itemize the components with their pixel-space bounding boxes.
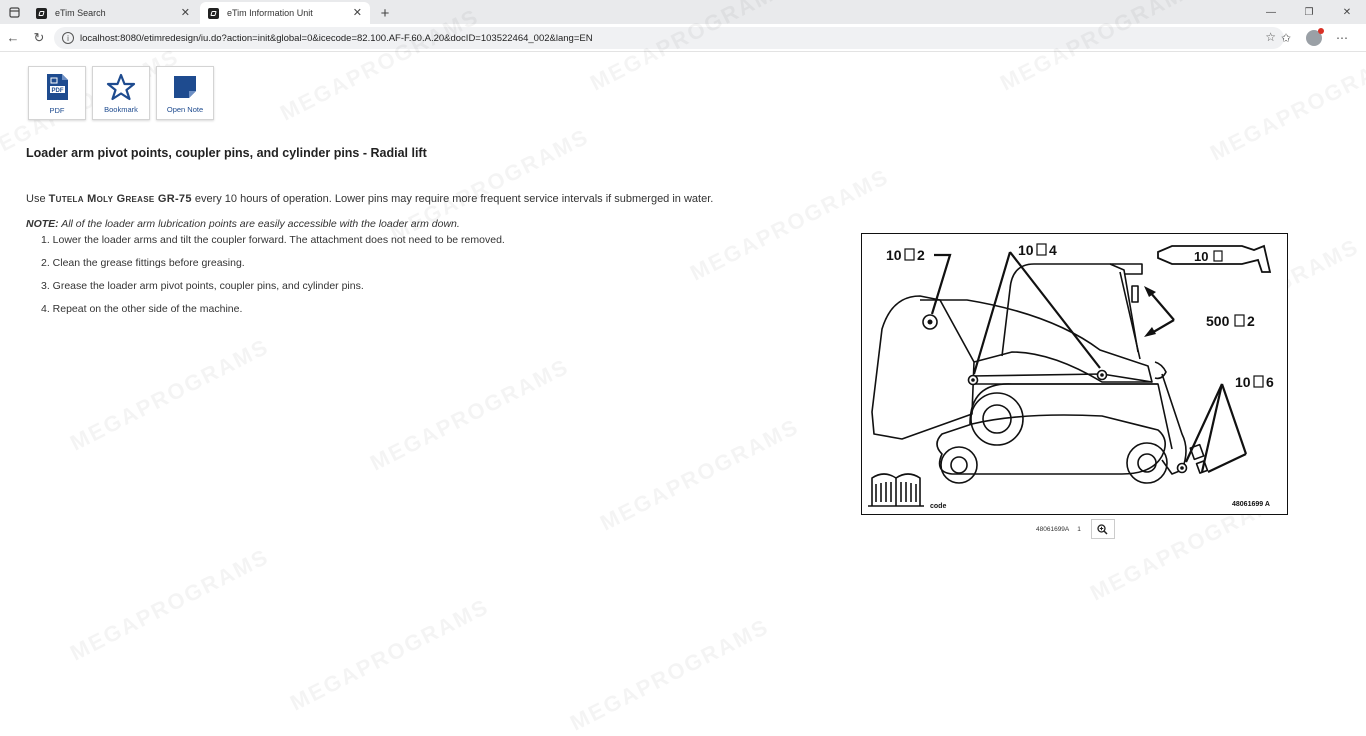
profile-button[interactable]	[1304, 28, 1324, 48]
intro-suffix: every 10 hours of operation. Lower pins may require more frequent service intervals if submerged in water.	[194, 193, 714, 205]
pdf-icon-text: PDF	[51, 87, 64, 94]
list-item: 1. Lower the loader arms and tilt the coupler forward. The attachment does not need to be removed.	[41, 234, 505, 246]
pdf-label: PDF	[49, 105, 65, 115]
pdf-button[interactable]	[28, 66, 86, 120]
watermark	[66, 334, 273, 457]
open-note-label: Open Note	[166, 104, 204, 114]
product-name: Tutela Moly Grease GR-75	[48, 193, 192, 205]
lubrication-diagram[interactable]	[861, 233, 1288, 515]
cylinder-end-shape	[1155, 362, 1166, 378]
tab-etim-information-unit[interactable]	[200, 2, 370, 24]
skid-steer-illustration	[862, 234, 1286, 513]
code-label: code	[930, 503, 947, 510]
cab-frame-shape	[1002, 264, 1138, 356]
url-text: localhost:8080/etimredesign/iu.do?action=init&global=0&icecode=82.100.AF-F.60.A.20&docID=103522464_002&lang=EN	[80, 32, 593, 44]
callout-arm-count: 4	[1049, 242, 1057, 258]
leader-line	[1208, 454, 1246, 472]
browser-right-buttons	[1276, 24, 1352, 52]
watermark	[366, 354, 573, 477]
zoom-button[interactable]	[1091, 519, 1115, 539]
browser-tab-bar	[0, 0, 1366, 24]
watermark	[566, 614, 773, 736]
tab-title: eTim Information Unit	[227, 8, 313, 18]
close-window-icon[interactable]: ✕	[1342, 6, 1352, 18]
list-item: 3. Grease the loader arm pivot points, coupler pins, and cylinder pins.	[41, 280, 364, 292]
loader-arm-shape	[920, 300, 1152, 382]
callout-pivot-value: 10	[886, 247, 902, 263]
favorites-icon[interactable]: ✩	[1280, 31, 1292, 45]
avatar	[1306, 30, 1322, 46]
front-wheel-shape	[941, 447, 977, 483]
callout-arm-value: 10	[1018, 242, 1034, 258]
figure-caption	[1036, 519, 1115, 539]
arrow-head	[1144, 327, 1156, 337]
cab-light-shape	[1132, 286, 1138, 302]
caption-page: 1	[1077, 525, 1081, 533]
leader-line	[932, 255, 950, 314]
callout-coupler-count: 6	[1266, 374, 1274, 390]
leader-line	[974, 252, 1010, 374]
figure-id: 48061699 A	[1232, 501, 1270, 508]
window-controls	[1252, 0, 1366, 24]
front-hub-shape	[951, 457, 967, 473]
callout-interval-value: 10	[1194, 249, 1209, 264]
etim-favicon-icon	[36, 8, 47, 19]
bookmark-label: Bookmark	[104, 104, 138, 114]
note	[26, 218, 460, 230]
caption-id: 48061699A	[1036, 525, 1070, 533]
back-icon[interactable]: ←	[6, 30, 20, 45]
note-text: All of the loader arm lubrication points are easily accessible with the loader arm down.	[61, 218, 460, 230]
note-icon	[171, 73, 199, 101]
note-label: NOTE:	[26, 218, 59, 230]
watermark	[66, 544, 273, 667]
restore-icon[interactable]: ❐	[1304, 6, 1314, 18]
watermark	[286, 594, 493, 717]
reload-icon[interactable]: ↻	[33, 29, 45, 45]
watermark	[596, 414, 803, 537]
leader-line	[1010, 252, 1100, 368]
lift-link-shape	[972, 374, 1152, 382]
hour-symbol-icon	[1235, 315, 1244, 326]
open-note-button[interactable]	[156, 66, 214, 120]
rear-arm-shape	[1162, 374, 1186, 474]
leader-line	[1186, 384, 1222, 462]
tab-actions-icon[interactable]	[0, 0, 28, 24]
bucket-shape	[872, 296, 974, 439]
etim-favicon-icon	[208, 8, 219, 19]
tab-title: eTim Search	[55, 8, 106, 18]
list-item: 2. Clean the grease fittings before greasing.	[41, 257, 245, 269]
hour-symbol-icon	[1254, 376, 1263, 387]
zoom-in-icon	[1097, 524, 1108, 535]
close-tab-icon[interactable]: ✕	[352, 7, 362, 19]
cab-door-line	[1120, 272, 1140, 359]
address-bar-row	[0, 24, 1366, 52]
more-menu-icon[interactable]: ⋯	[1336, 31, 1348, 45]
pdf-icon	[44, 72, 70, 102]
url-field[interactable]	[54, 27, 1284, 49]
hour-symbol-icon	[1214, 251, 1222, 261]
page-title: Loader arm pivot points, coupler pins, and cylinder pins - Radial lift	[26, 146, 427, 160]
usage-paragraph	[26, 193, 713, 205]
favorite-star-icon[interactable]: ☆	[1265, 30, 1276, 44]
bookmark-star-icon	[106, 73, 136, 101]
hour-symbol-icon	[905, 249, 914, 260]
watermark	[1206, 44, 1366, 167]
callout-cab-value: 500	[1206, 313, 1230, 329]
steps-list	[41, 234, 505, 326]
callout-pivot-count: 2	[917, 247, 925, 263]
rear-wheel-shape	[1127, 443, 1167, 483]
new-tab-button[interactable]: +	[380, 4, 390, 22]
intro-prefix: Use	[26, 193, 46, 205]
leader-line	[1150, 292, 1174, 320]
callout-cab-count: 2	[1247, 313, 1255, 329]
bookmark-button[interactable]	[92, 66, 150, 120]
leader-line	[1222, 384, 1246, 454]
manual-book-icon	[868, 474, 924, 506]
minimize-icon[interactable]: —	[1266, 6, 1276, 18]
page-content	[0, 52, 1366, 723]
tab-etim-search[interactable]	[28, 2, 198, 24]
site-info-icon[interactable]: i	[62, 32, 74, 44]
callout-coupler-value: 10	[1235, 374, 1251, 390]
document-toolbar	[28, 66, 214, 120]
body-top-shape	[970, 384, 1158, 424]
leader-line	[1202, 384, 1222, 472]
close-tab-icon[interactable]: ✕	[180, 7, 190, 19]
list-item: 4. Repeat on the other side of the machine.	[41, 303, 243, 315]
hour-symbol-icon	[1037, 244, 1046, 255]
